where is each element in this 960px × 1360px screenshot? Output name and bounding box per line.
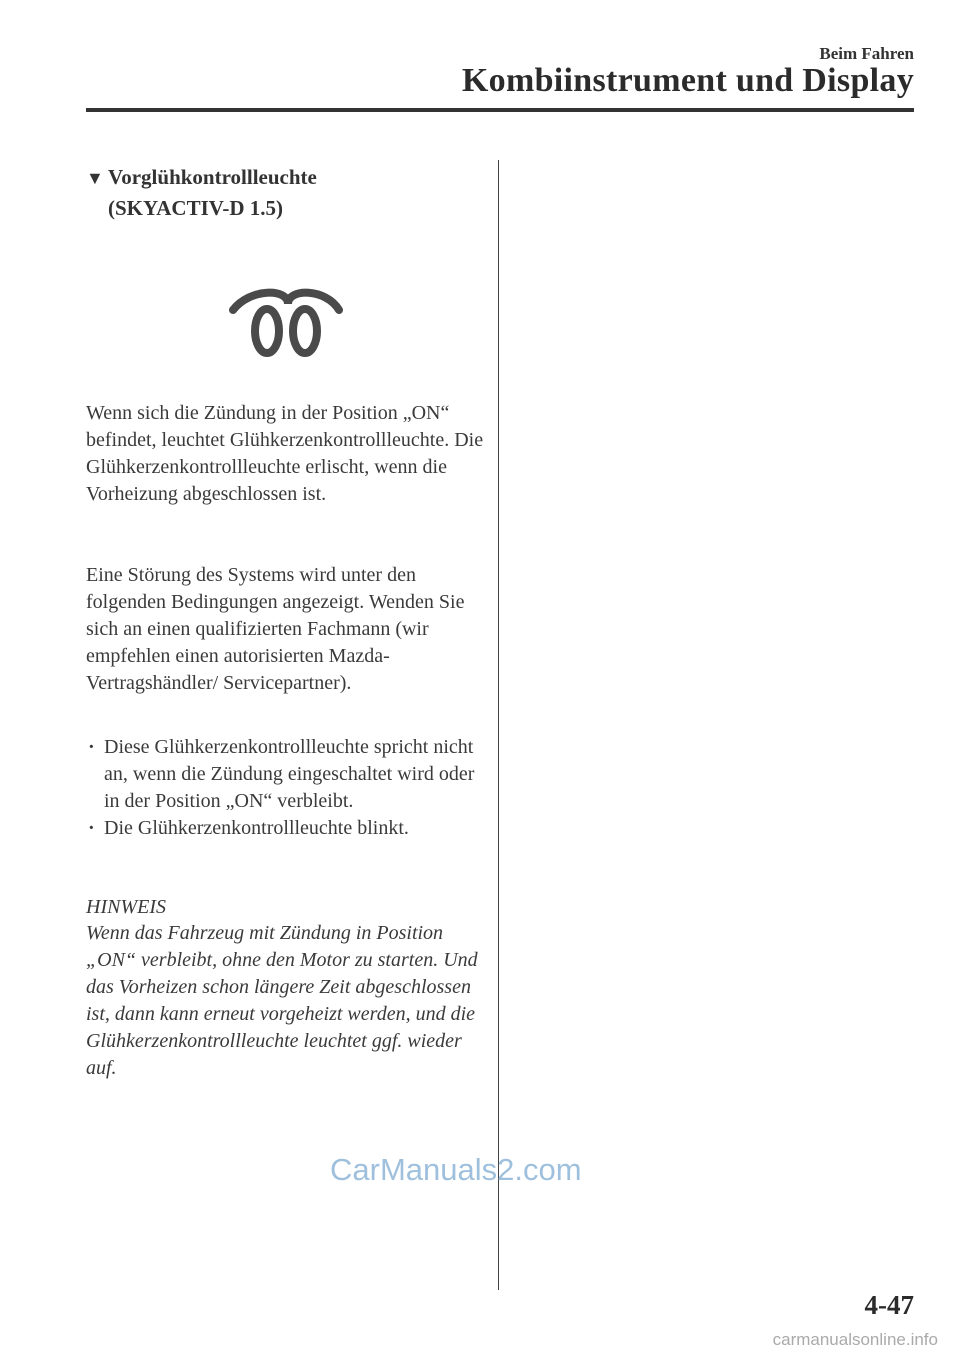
bullet-dot: ·: [88, 736, 95, 758]
column-divider: [498, 160, 499, 1290]
header-rule: [86, 108, 914, 112]
running-header-title: Kombiinstrument und Display: [461, 62, 914, 99]
watermark-logo: CarManuals2.com: [330, 1152, 582, 1187]
section-heading-line2: (SKYACTIV-D 1.5): [108, 196, 284, 220]
section-heading-line1: Vorglühkontrollleuchte: [108, 165, 317, 189]
malfunction-conditions-list: [86, 734, 486, 842]
page-number: 4-47: [864, 1290, 914, 1320]
list-item-text: Diese Glühkerzenkontrollleuchte spricht nicht an, wenn die Zündung eingeschaltet wird oder in der Position „ON“ verbleibt.: [104, 736, 475, 812]
footer-site-label: carmanualsonline.info: [772, 1330, 938, 1349]
glow-plug-coil-icon: [228, 284, 344, 358]
bullet-dot: ·: [88, 817, 95, 839]
paragraph-malfunction: Eine Störung des Systems wird unter den folgenden Bedingungen angezeigt. Wenden Sie sich an einen qualifizierten Fachmann (wir empfehlen einen autorisierten Mazda-Vertragshändler/ Servicepartner).: [86, 564, 465, 694]
section-heading: [86, 162, 486, 223]
note-text: Wenn das Fahrzeug mit Zündung in Position „ON“ verbleibt, ohne den Motor zu starten. Und das Vorheizen schon längere Zeit abgeschlossen ist, dann kann erneut vorgeheizt werden, und die Glühkerzenkontrollleuchte leuchtet ggf. wieder auf.: [86, 922, 478, 1079]
triangle-marker-icon: ▼: [86, 168, 104, 188]
list-item: [86, 734, 486, 815]
paragraph-indicator-on: Wenn sich die Zündung in der Position „ON“ befindet, leuchtet Glühkerzenkontrollleuchte. Die Glühkerzenkontrollleuchte erlischt, wenn die Vorheizung abgeschlossen ist.: [86, 402, 484, 505]
note-label: HINWEIS: [86, 896, 166, 918]
list-item-text: Die Glühkerzenkontrollleuchte blinkt.: [104, 817, 409, 839]
list-item: [86, 815, 486, 842]
running-header-section: Beim Fahren: [819, 44, 914, 63]
